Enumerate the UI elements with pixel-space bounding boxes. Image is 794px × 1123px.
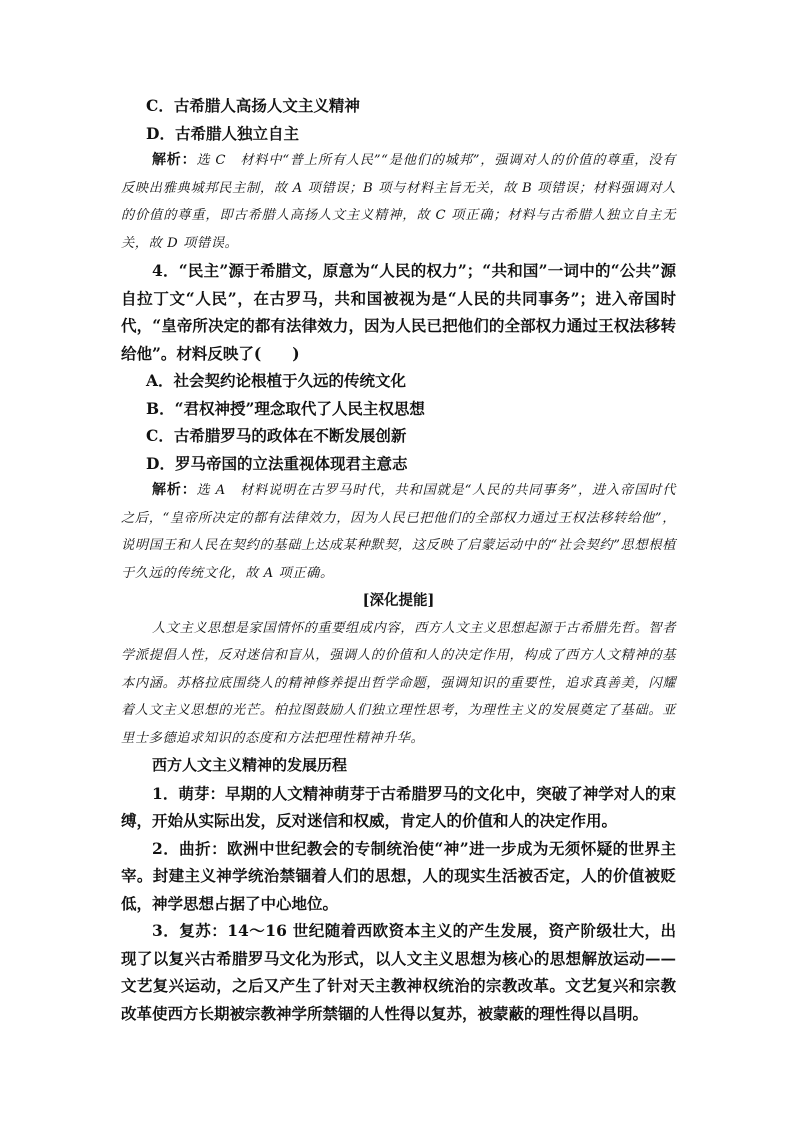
question-4-stem: 4．“民主”源于希腊文，原意为“人民的权力”；“共和国”一词中的“公共”源自拉丁文“人民”，在古罗马，共和国被视为是“人民的共同事务”；进入帝国时代，“皇帝所决定的都有法律效力，因为人民已把他们的全部权力通过王权法移转给他”。材料反映了( ) (121, 261, 676, 363)
option-d-previous: D．古希腊人独立自主 (146, 123, 299, 143)
history-heading: 西方人文主义精神的发展历程 (152, 756, 348, 774)
history-item-2: 2．曲折：欧洲中世纪教会的专制统治使“神”进一步成为无须怀疑的世界主宰。封建主义神学统治禁锢着人们的思想，人的现实生活被否定，人的价值被贬低，神学思想占据了中心地位。 (121, 838, 676, 913)
explanation-2-lead: 解析： (152, 482, 197, 498)
explanation-1-text: 选 C 材料中“普上所有人民”“是他们的城邦”，强调对人的价值的尊重，没有反映出雅典城邦民主制，故 A 项错误；B 项与材料主旨无关，故 B 项错误；材料强调对人的价值的尊重，即古希腊人高扬人文主义精神，故 C 项正确；材料与古希腊人独立自主无关，故 D 项错误。 (121, 153, 676, 251)
explanation-1 (121, 147, 676, 257)
history-item-1: 1．萌芽：早期的人文精神萌芽于古希腊罗马的文化中，突破了神学对人的束缚，开始从实际出发，反对迷信和权威，肯定人的价值和人的决定作用。 (121, 783, 676, 830)
document-page (121, 92, 676, 1027)
option-c-previous: C．古希腊人高扬人文主义精神 (146, 96, 360, 115)
explanation-2 (121, 477, 676, 587)
explanation-1-lead: 解析： (152, 152, 197, 168)
question-4-option-a: A．社会契约论根植于久远的传统文化 (146, 371, 407, 390)
history-item-3: 3．复苏：14～16 世纪随着西欧资本主义的产生发展，资产阶级壮大，出现了以复兴古希腊罗马文化为形式，以人文主义思想为核心的思想解放运动——文艺复兴运动，之后又产生了针对天主教神权统治的宗教改革。文艺复兴和宗教改革使西方长期被宗教神学所禁锢的人性得以复苏，被蒙蔽的理性得以昌明。 (121, 921, 676, 1023)
question-4-option-c: C．古希腊罗马的政体在不断发展创新 (146, 426, 407, 445)
deepen-paragraph: 人文主义思想是家国情怀的重要组成内容，西方人文主义思想起源于古希腊先哲。智者学派提倡人性，反对迷信和盲从，强调人的价值和人的决定作用，构成了西方人文精神的基本内涵。苏格拉底围绕人的精神修养提出哲学命题，强调知识的重要性，追求真善美，闪耀着人文主义思想的光芒。柏拉图鼓励人们独立理性思考，为理性主义的发展奠定了基础。亚里士多德追求知识的态度和方法把理性精神升华。 (121, 620, 676, 746)
question-4-option-b: B．“君权神授”理念取代了人民主权思想 (146, 398, 425, 418)
question-4-option-d: D．罗马帝国的立法重视体现君主意志 (146, 453, 408, 473)
explanation-2-text: 选 A 材料说明在古罗马时代，共和国就是“人民的共同事务”，进入帝国时代之后，“皇帝所决定的都有法律效力，因为人民已把他们的全部权力通过王权法移转给他”，说明国王和人民在契约的基础上达成某种默契，这反映了启蒙运动中的“社会契约”思想根植于久远的传统文化，故 A 项正确。 (121, 483, 676, 581)
deepen-section-title: [深化提能] (362, 592, 435, 609)
